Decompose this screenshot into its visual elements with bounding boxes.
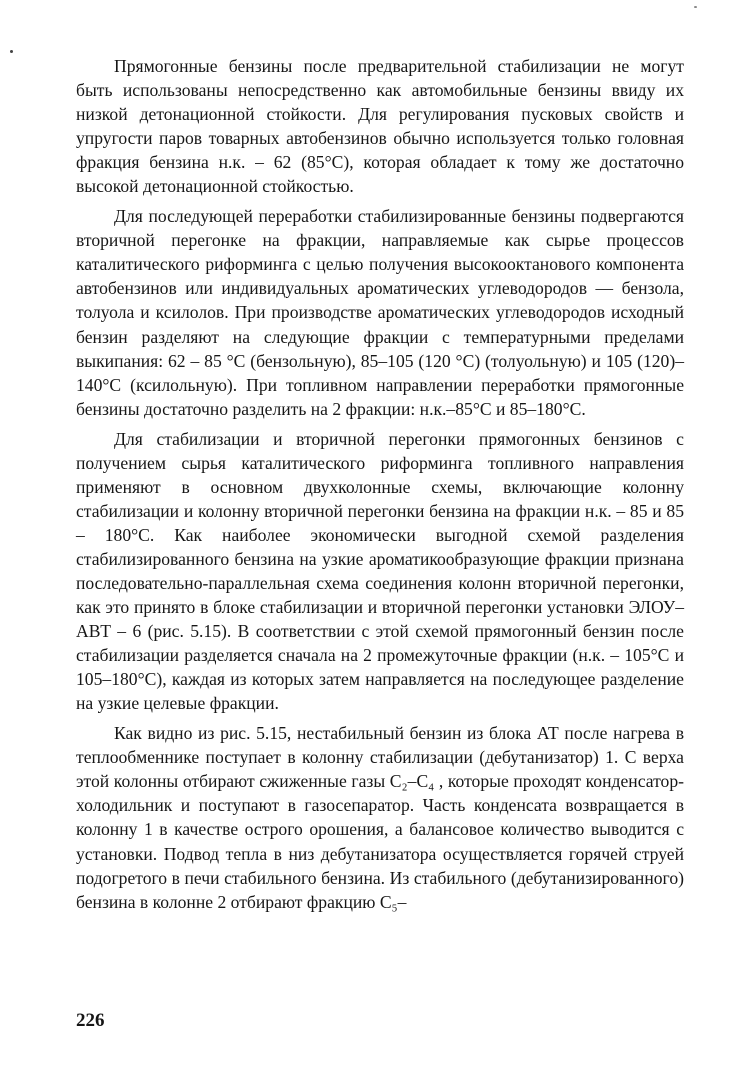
page-body <box>76 54 684 914</box>
paragraph-2: Для последующей переработки стабилизированные бензины подвергаются вторичной перегонке на фракции, направляемые как сырье процессов каталитического риформинга с целью получения высокооктанового компонента автобензинов или индивидуальных ароматических углеводородов — бензола, толуола и ксилолов. При производстве ароматических углеводородов исходный бензин разделяют на следующие фракции с температурными пределами выкипания: 62 – 85 °С (бензольную), 85–105 (120 °С) (толуольную) и 105 (120)–140°С (ксилольную). При топливном направлении переработки прямогонные бензины достаточно разделить на 2 фракции: н.к.–85°С и 85–180°С. <box>76 206 684 419</box>
scan-speck <box>10 50 13 53</box>
paragraph-4: Как видно из рис. 5.15, нестабильный бензин из блока АТ после нагрева в теплообменнике поступает в колонну стабилизации (дебутанизатор) 1. С верха этой колонны отбирают сжиженные газы С₂–С₄ , которые проходят конденсатор-холодильник и поступают в газосепаратор. Часть конденсата возвращается в колонну 1 в качестве острого орошения, а балансовое количество выводится с установки. Подвод тепла в низ дебутанизатора осуществляется горячей струей подогретого в печи стабильного бензина. Из стабильного (дебутанизированного) бензина в колонне 2 отбирают фракцию С₅– <box>76 723 684 912</box>
paragraph-1: Прямогонные бензины после предварительной стабилизации не могут быть использованы непосредственно как автомобильные бензины ввиду их низкой детонационной стойкости. Для регулирования пусковых свойств и упругости паров товарных автобензинов обычно используется только головная фракция бензина н.к. – 62 (85°С), которая обладает к тому же достаточно высокой детонационной стойкостью. <box>76 56 684 197</box>
scan-speck <box>694 6 697 8</box>
page-number: 226 <box>76 1010 105 1031</box>
paragraph-3: Для стабилизации и вторичной перегонки прямогонных бензинов с получением сырья каталитического риформинга топливного направления применяют в основном двухколонные схемы, включающие колонну стабилизации и колонну вторичной перегонки бензина на фракции н.к. – 85 и 85 – 180°С. Как наиболее экономически выгодной схемой разделения стабилизированного бензина на узкие ароматикообразующие фракции признана последовательно-параллельная схема соединения колонн вторичной перегонки, как это принято в блоке стабилизации и вторичной перегонки установки ЭЛОУ–АВТ – 6 (рис. 5.15). В соответствии с этой схемой прямогонный бензин после стабилизации разделяется сначала на 2 промежуточные фракции (н.к. – 105°С и 105–180°С), каждая из которых затем направляется на последующее разделение на узкие целевые фракции. <box>76 428 684 714</box>
